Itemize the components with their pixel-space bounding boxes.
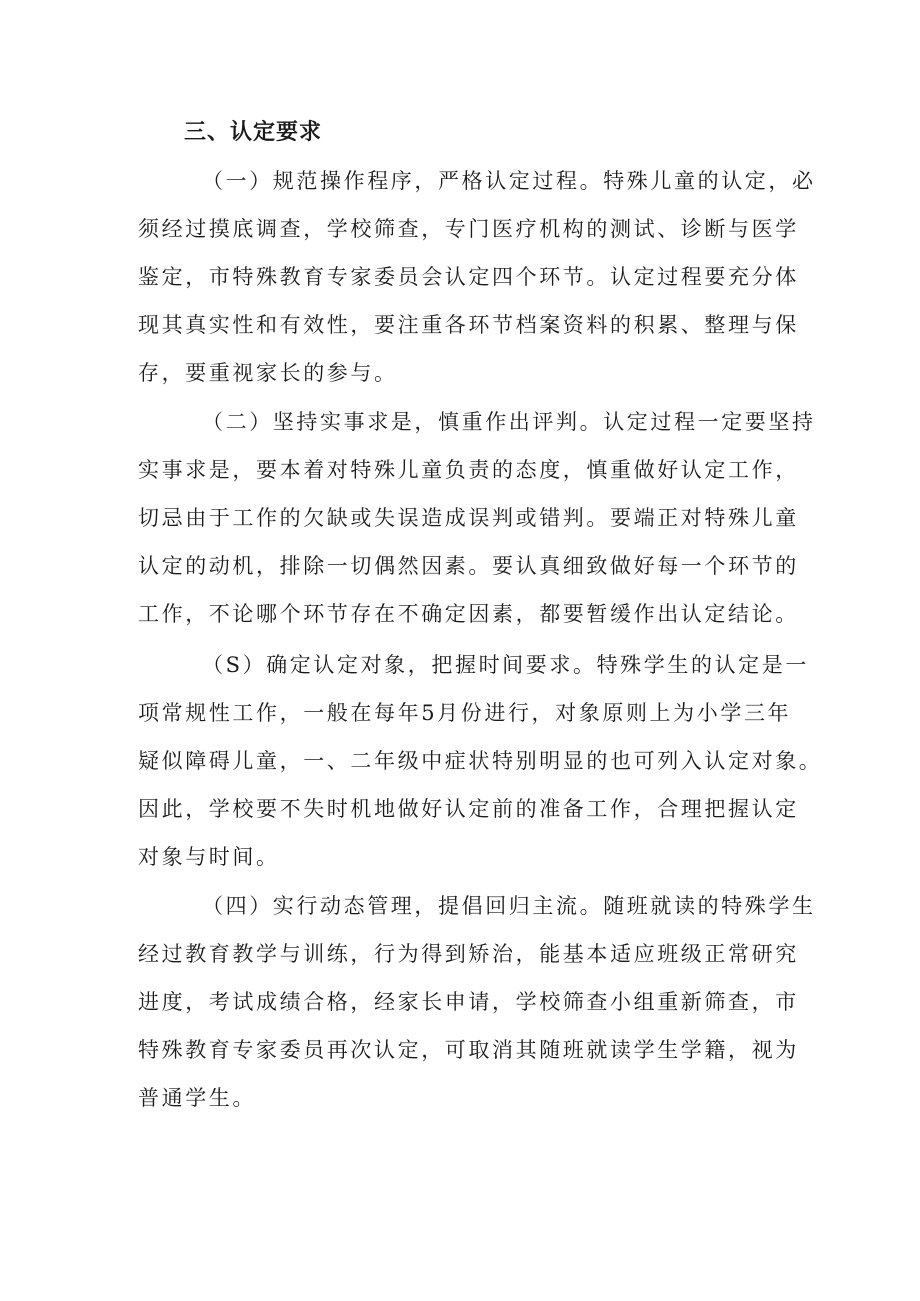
paragraph-line: 存，要重视家长的参与。 [138, 361, 398, 385]
paragraph-line: 实事求是，要本着对特殊儿童负责的态度，慎重做好认定工作， [138, 458, 799, 482]
paragraph-1 [138, 157, 816, 397]
paragraph-line: （S）确定认定对象，把握时间要求。特殊学生的认定是一 [202, 653, 809, 677]
paragraph-line: （一）规范操作程序，严格认定过程。特殊儿童的认定，必 [202, 169, 816, 193]
paragraph-line: 普通学生。 [138, 1086, 256, 1110]
paragraph-line: 特殊教育专家委员再次认定，可取消其随班就读学生学籍，视为 [138, 1038, 799, 1062]
paragraph-line: （二）坚持实事求是，慎重作出评判。认定过程一定要坚持 [202, 410, 816, 434]
paragraph-line: 疑似障碍儿童，一、二年级中症状特别明显的也可列入认定对象。 [138, 749, 823, 773]
paragraph-line: 切忌由于工作的欠缺或失误造成误判或错判。要端正对特殊儿童 [138, 506, 799, 530]
paragraph-line: 项常规性工作，一般在每年5月份进行，对象原则上为小学三年 [138, 701, 792, 725]
paragraph-4 [138, 882, 816, 1122]
paragraph-2 [138, 398, 816, 638]
section-heading: 三、认定要求 [184, 120, 323, 145]
paragraph-line: 工作，不论哪个环节存在不确定因素，都要暂缓作出认定结论。 [138, 602, 799, 626]
paragraph-line: 因此，学校要不失时机地做好认定前的准备工作，合理把握认定 [138, 797, 799, 821]
paragraph-line: 认定的动机，排除一切偶然因素。要认真细致做好每一个环节的 [138, 554, 799, 578]
paragraph-line: 现其真实性和有效性，要注重各环节档案资料的积累、整理与保 [138, 313, 799, 337]
paragraph-line: 经过教育教学与训练，行为得到矫治，能基本适应班级正常研究 [138, 942, 799, 966]
paragraph-line: 鉴定，市特殊教育专家委员会认定四个环节。认定过程要充分体 [138, 265, 799, 289]
paragraph-line: 对象与时间。 [138, 845, 280, 869]
paragraph-3 [138, 641, 823, 881]
paragraph-line: （四）实行动态管理，提倡回归主流。随班就读的特殊学生 [202, 894, 816, 918]
paragraph-line: 进度，考试成绩合格，经家长申请，学校筛查小组重新筛查，市 [138, 990, 799, 1014]
paragraph-line: 须经过摸底调查，学校筛查，专门医疗机构的测试、诊断与医学 [138, 217, 799, 241]
